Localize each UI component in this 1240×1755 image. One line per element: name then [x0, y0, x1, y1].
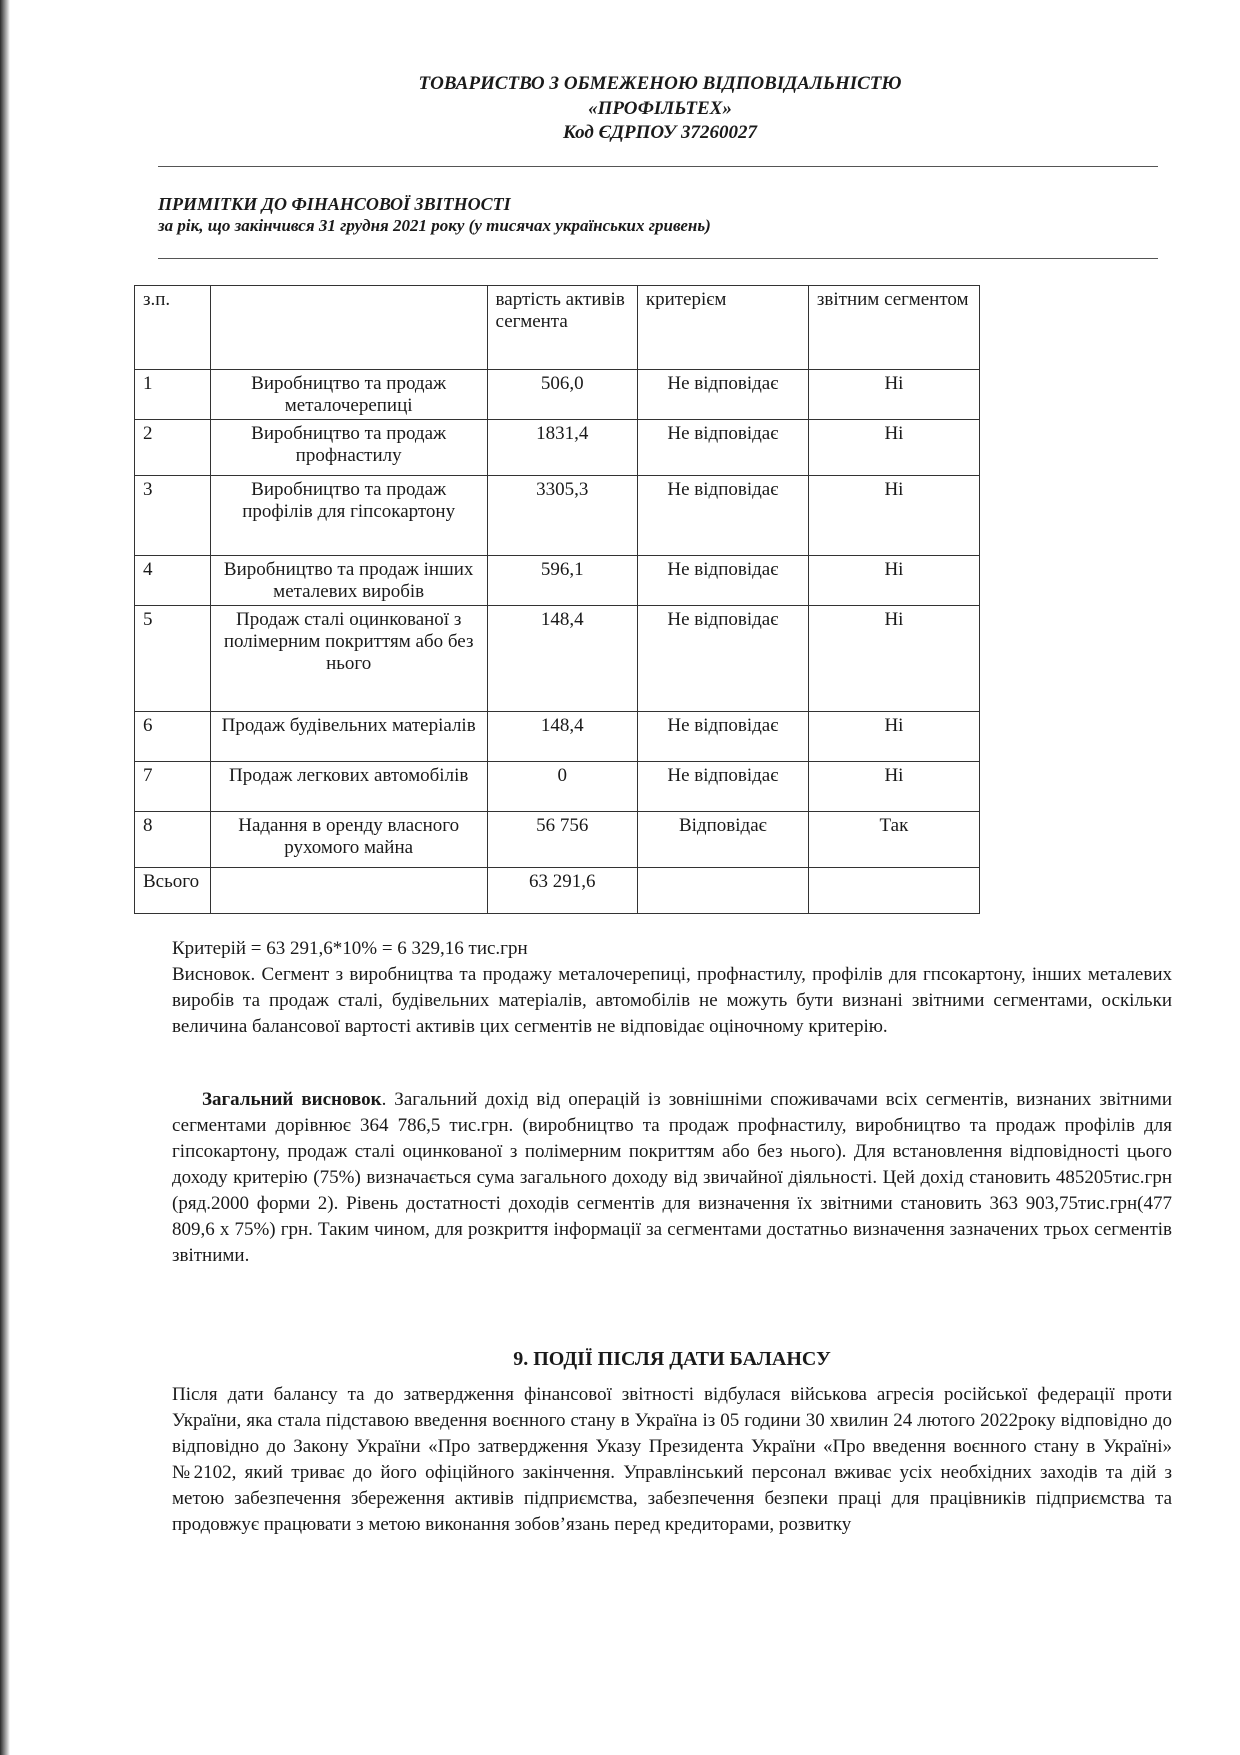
segment-value: 0 — [487, 762, 637, 812]
segment-name: Виробництво та продаж профнастилу — [210, 420, 487, 476]
segment-criterion: Не відповідає — [637, 420, 808, 476]
conclusion-paragraph: Висновок. Сегмент з виробництва та продажу металочерепиці, профнастилу, профілів для гпсокартону, інших металевих виробів та продаж сталі, будівельних матеріалів, автомобілів не можуть бути визнані звітними сегментами, оскільки величина балансової вартості активів цих сегментів не відповідає оціночному критерію. — [172, 964, 1172, 1037]
segment-name: Виробництво та продаж інших металевих виробів — [210, 556, 487, 606]
table-row — [135, 420, 980, 476]
segment-reportable: Ні — [808, 712, 979, 762]
segment-value: 596,1 — [487, 556, 637, 606]
segment-name: Виробництво та продаж профілів для гіпсокартону — [210, 476, 487, 556]
company-name: ТОВАРИСТВО З ОБМЕЖЕНОЮ ВІДПОВІДАЛЬНІСТЮ — [418, 73, 902, 94]
table-row — [135, 812, 980, 868]
row-number: 5 — [135, 606, 211, 712]
table-row — [135, 476, 980, 556]
segment-value: 3305,3 — [487, 476, 637, 556]
segment-name: Продаж будівельних матеріалів — [210, 712, 487, 762]
segment-reportable: Так — [808, 812, 979, 868]
general-conclusion-paragraph — [172, 1087, 1172, 1269]
header-cell: звітним сегментом — [808, 286, 979, 370]
table-row — [135, 762, 980, 812]
segments-table — [134, 285, 980, 914]
notes-subtitle: за рік, що закінчився 31 грудня 2021 року (у тисячах українських гривень) — [158, 216, 711, 235]
header-cell: з.п. — [135, 286, 211, 370]
segment-criterion: Не відповідає — [637, 370, 808, 420]
row-number: 2 — [135, 420, 211, 476]
segment-criterion: Не відповідає — [637, 712, 808, 762]
segment-criterion: Не відповідає — [637, 556, 808, 606]
general-conclusion-label: Загальний висновок — [202, 1089, 382, 1110]
row-number: 6 — [135, 712, 211, 762]
table-row — [135, 712, 980, 762]
total-value: 63 291,6 — [487, 868, 637, 914]
header-cell: критерієм — [637, 286, 808, 370]
segment-criterion: Не відповідає — [637, 606, 808, 712]
scan-edge — [0, 0, 10, 1755]
segment-criterion: Не відповідає — [637, 476, 808, 556]
table-row — [135, 556, 980, 606]
segment-value: 1831,4 — [487, 420, 637, 476]
total-empty — [808, 868, 979, 914]
row-number: 1 — [135, 370, 211, 420]
total-empty — [637, 868, 808, 914]
events-paragraph: Після дати балансу та до затвердження фінансової звітності відбулася військова агресія російської федерації проти України, яка стала підставою введення воєнного стану в Україна із 05 години 30 хвилин 24 лютого 2022року відповідно до відповідно до Закону України «Про затвердження Указу Президента України «Про введення воєнного стану в Україні» №2102, який триває до його офіційного закінчення. Управлінський персонал вживає усіх необхідних заходів та дій з метою забезпечення збереження активів підприємства, забезпечення безпеки праці для працівників підприємства та продовжує працювати з метою виконання зобов’язань перед кредиторами, розвитку — [172, 1384, 1172, 1535]
segment-name: Продаж легкових автомобілів — [210, 762, 487, 812]
segment-value: 56 756 — [487, 812, 637, 868]
header-cell — [210, 286, 487, 370]
table-total-row — [135, 868, 980, 914]
segment-reportable: Ні — [808, 420, 979, 476]
segment-value: 148,4 — [487, 606, 637, 712]
segment-name: Продаж сталі оцинкованої з полімерним покриттям або без нього — [210, 606, 487, 712]
divider — [158, 258, 1158, 259]
segment-value: 506,0 — [487, 370, 637, 420]
table-row — [135, 606, 980, 712]
header-cell: вартість активів сегмента — [487, 286, 637, 370]
row-number: 8 — [135, 812, 211, 868]
total-empty — [210, 868, 487, 914]
table-header-row — [135, 286, 980, 370]
criteria-line: Критерій = 63 291,6*10% = 6 329,16 тис.грн — [172, 938, 528, 959]
segment-name: Виробництво та продаж металочерепиці — [210, 370, 487, 420]
segment-value: 148,4 — [487, 712, 637, 762]
company-brand: «ПРОФІЛЬТЕХ» — [588, 98, 732, 119]
total-label: Всього — [135, 868, 211, 914]
segment-criterion: Не відповідає — [637, 762, 808, 812]
notes-title: ПРИМІТКИ ДО ФІНАНСОВОЇ ЗВІТНОСТІ — [158, 194, 511, 214]
row-number: 4 — [135, 556, 211, 606]
general-conclusion-text: . Загальний дохід від операцій із зовнішніми споживачами всіх сегментів, визнаних звітними сегментами дорівнює 364 786,5 тис.грн. (виробництво та продаж профнастилу, виробництво та продаж профілів для гіпсокартону, продаж сталі оцинкованої з полімерним покриттям або без нього). Для встановлення відповідності цього доходу критерію (75%) визначається сума загального доходу від звичайної діяльності. Цей дохід становить 485205тис.грн (ряд.2000 форми 2). Рівень достатності доходів сегментів для визначення їх звітними становить 363 903,75тис.грн(477 809,6 х 75%) грн. Таким чином, для розкриття інформації за сегментами достатньо визначення зазначених трьох сегментів звітними. — [172, 1089, 1172, 1266]
segment-reportable: Ні — [808, 556, 979, 606]
section-title: 9. ПОДІЇ ПІСЛЯ ДАТИ БАЛАНСУ — [513, 1348, 831, 1370]
segment-name: Надання в оренду власного рухомого майна — [210, 812, 487, 868]
segment-criterion: Відповідає — [637, 812, 808, 868]
segment-reportable: Ні — [808, 370, 979, 420]
segment-reportable: Ні — [808, 606, 979, 712]
row-number: 7 — [135, 762, 211, 812]
row-number: 3 — [135, 476, 211, 556]
divider — [158, 166, 1158, 167]
table-row — [135, 370, 980, 420]
segment-reportable: Ні — [808, 762, 979, 812]
segment-reportable: Ні — [808, 476, 979, 556]
company-code: Код ЄДРПОУ 37260027 — [562, 122, 758, 143]
